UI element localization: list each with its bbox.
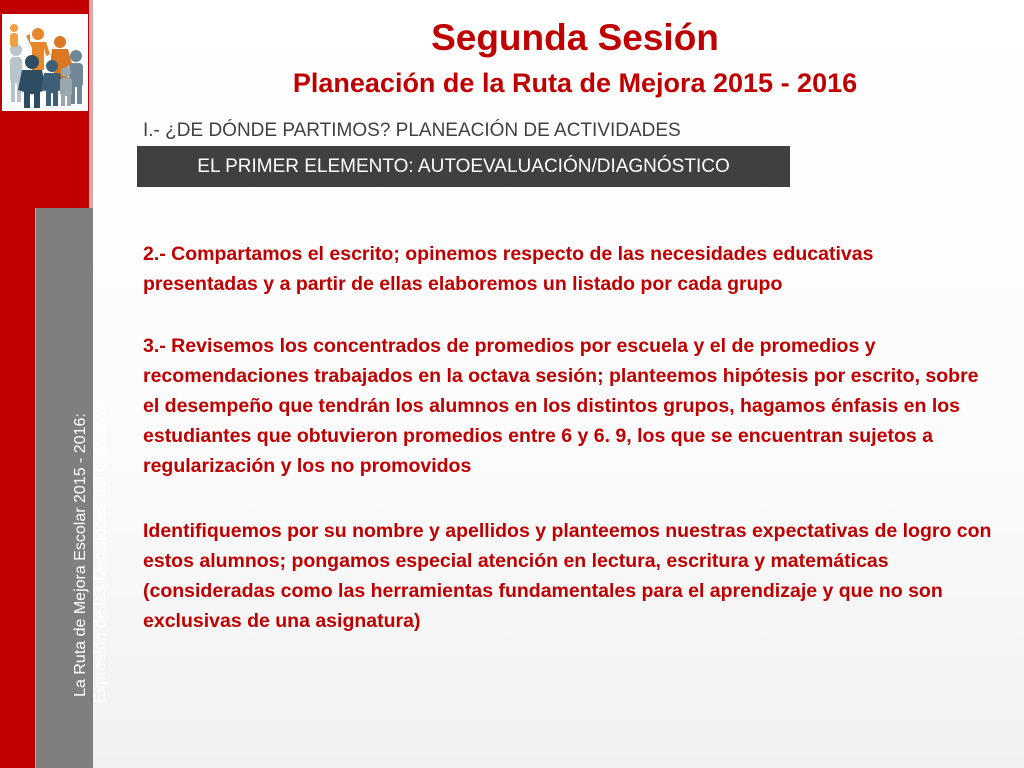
paragraph-identify-students: Identifiquemos por su nombre y apellidos y planteemos nuestras expectativas de logro con estos alumnos; pongamos especial atención en lectura, escritura y matemáticas (consideradas como las herramientas fundamentales para el aprendizaje y que no son exclusivas de una asignatura)	[143, 520, 992, 632]
body-text	[143, 239, 993, 668]
paragraph-item-3: 3.- Revisemos los concentrados de promedios por escuela y el de promedios y recomendaciones trabajados en la octava sesión; planteemos hipótesis por escrito, sobre el desempeño que tendrán los alumnos en los distintos grupos, hagamos énfasis en los estudiantes que obtuvieron promedios entre 6 y 6. 9, los que se encuentran sujetos a regularización y los no promovidos	[143, 335, 979, 477]
section-heading: I.- ¿DE DÓNDE PARTIMOS? PLANEACIÓN DE ACTIVIDADES	[143, 120, 681, 141]
sidebar-vertical-caption	[71, 375, 111, 735]
paragraph-item-2: 2.- Compartamos el escrito; opinemos respecto de las necesidades educativas presentadas y a partir de ellas elaboremos un listado por cada grupo	[143, 243, 874, 295]
sidebar-caption-line-1: La Ruta de Mejora Escolar 2015 - 2016:	[72, 413, 89, 697]
page-title: Segunda Sesión	[431, 17, 719, 58]
element-banner: EL PRIMER ELEMENTO: AUTOEVALUACIÓN/DIAGNÓSTICO	[137, 146, 790, 187]
sidebar-caption-line-2: Expresión de las Decisiones del Colectivo	[92, 406, 109, 704]
people-group-icon	[2, 14, 88, 111]
people-group-logo	[2, 14, 88, 111]
page-subtitle: Planeación de la Ruta de Mejora 2015 - 2016	[292, 68, 858, 98]
